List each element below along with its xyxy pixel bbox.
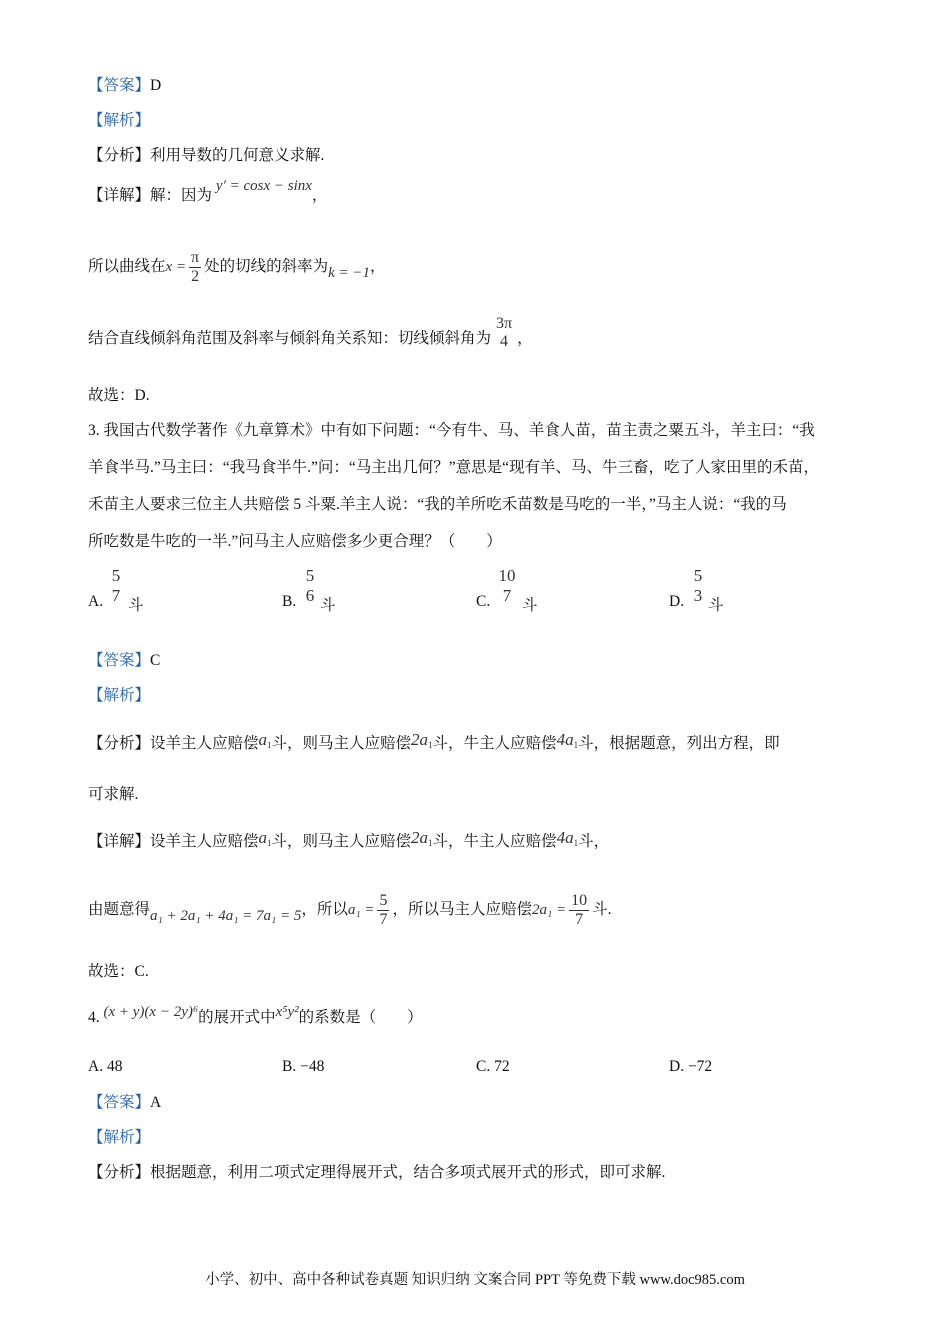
q2-slope-mid: 处的切线的斜率为 <box>204 258 329 275</box>
xiangjie-tag: 【详解】 <box>88 187 151 204</box>
q3-stem-4: 所吃数是牛吃的一半.”问马主人应赔偿多少更合理？（ ） <box>88 533 502 550</box>
2a1-term <box>411 828 433 847</box>
answer-tag: 【答案】 <box>88 1094 151 1111</box>
q3-answer-line <box>88 651 160 671</box>
equation: a₁ + 2a₁ + 4a₁ = 7a₁ = 5 <box>150 908 302 924</box>
frac-den: 3 <box>693 586 703 605</box>
q4-answer: A <box>150 1094 162 1111</box>
q3-fenxi-cont: 可求解. <box>88 786 139 803</box>
q3-equation-line <box>88 888 611 932</box>
a1-term <box>259 828 272 847</box>
eq-pre: 由题意得 <box>88 901 151 918</box>
frac-den: 2 <box>191 267 200 285</box>
q4-jiexi-line <box>88 1128 150 1148</box>
var: 4a <box>556 730 574 749</box>
fenxi-tag: 【分析】 <box>88 147 151 164</box>
q2-guxuan: 故选：D. <box>88 387 150 404</box>
q3-answer: C <box>150 652 161 669</box>
xiangjie-text: 斗，牛主人应赔偿 <box>432 833 557 850</box>
three-pi-over-4 <box>494 315 514 351</box>
slope-value: k = −1 <box>328 265 371 281</box>
subscript: 1 <box>267 740 272 750</box>
frac-den: 7 <box>379 910 388 928</box>
option-label: C. <box>476 593 491 610</box>
q4-number: 4. <box>88 1009 100 1026</box>
var: 2a <box>411 730 429 749</box>
xiangjie-text: 斗， <box>578 833 610 850</box>
subscript: 1 <box>428 740 433 750</box>
q2-jiexi-line <box>88 111 150 131</box>
frac-num: π <box>191 248 200 266</box>
q4-option-d: D. −72 <box>669 1058 713 1075</box>
fraction-5-7 <box>377 892 389 929</box>
2a1-eq: 2a₁ = <box>532 902 567 918</box>
q3-fenxi-line <box>88 730 780 758</box>
q2-xiangjie-pre: 解：因为 <box>150 187 213 204</box>
q4-fenxi-text: 根据题意，利用二项式定理得展开式，结合多项式展开式的形式，即可求解. <box>150 1164 666 1181</box>
q4-expression: (x + y)(x − 2y)⁶ <box>103 1004 199 1020</box>
frac-num: 10 <box>571 891 588 909</box>
frac-num: 5 <box>379 891 388 909</box>
pi-over-2 <box>189 249 201 286</box>
var: a <box>258 730 268 749</box>
eq-mid: ，所以 <box>301 901 348 918</box>
answer-tag: 【答案】 <box>88 652 151 669</box>
jiexi-tag: 【解析】 <box>88 1129 151 1146</box>
fenxi-text: 斗，牛主人应赔偿 <box>432 735 557 752</box>
option-fraction <box>300 566 320 606</box>
var: a <box>258 828 268 847</box>
q4-mid: 的展开式中 <box>198 1009 276 1026</box>
eq-mid2: ，所以马主人应赔偿 <box>392 901 532 918</box>
fenxi-tag: 【分析】 <box>88 735 151 752</box>
a1-eq: a₁ = <box>347 902 375 918</box>
q2-answer-line <box>88 76 161 96</box>
option-fraction <box>106 566 126 606</box>
q3-xiangjie-line <box>88 828 610 856</box>
q3-guxuan: 故选：C. <box>88 963 149 980</box>
frac-num: 5 <box>305 566 315 585</box>
q4-option-c: C. 72 <box>476 1058 510 1075</box>
comma: ， <box>517 330 533 347</box>
comma: ， <box>370 258 386 275</box>
frac-num: 3π <box>496 315 513 333</box>
frac-num: 5 <box>693 566 703 585</box>
frac-den: 7 <box>111 586 121 605</box>
frac-num: 10 <box>498 566 516 585</box>
option-label: D. <box>669 593 685 610</box>
q3-stem-2: 羊食半马.”马主曰：“我马食半牛.”问：“马主出几何？”意思是“现有羊、马、牛三畜，吃了人家田里的禾苗， <box>88 459 820 476</box>
q2-answer: D <box>150 77 162 94</box>
option-unit: 斗 <box>708 597 724 614</box>
frac-num: 5 <box>111 566 121 585</box>
2a1-term <box>411 730 433 749</box>
q4-term: x⁵y² <box>275 1004 299 1020</box>
fenxi-text: 斗，则马主人应赔偿 <box>271 735 412 752</box>
frac-den: 6 <box>305 586 315 605</box>
subscript: 1 <box>573 838 579 848</box>
q2-fenxi-text: 利用导数的几何意义求解. <box>150 147 325 164</box>
derivative-formula: y′ = cosx − sinx <box>215 178 312 194</box>
x-eq: x = <box>165 259 187 275</box>
q2-angle-line <box>88 315 533 360</box>
4a1-term <box>557 828 579 847</box>
subscript: 1 <box>267 838 272 848</box>
4a1-term <box>557 730 579 749</box>
var: 4a <box>556 828 574 847</box>
a1-term <box>259 730 272 749</box>
q4-option-b: B. −48 <box>282 1058 325 1075</box>
q2-slope-pre: 所以曲线在 <box>88 258 166 275</box>
q2-slope-line <box>88 248 386 286</box>
q2-angle-pre: 结合直线倾斜角范围及斜率与倾斜角关系知：切线倾斜角为 <box>88 330 492 347</box>
q4-stem <box>88 1004 423 1028</box>
answer-tag: 【答案】 <box>88 77 151 94</box>
q2-xiangjie-line <box>88 178 328 206</box>
q4-option-a: A. 48 <box>88 1058 123 1075</box>
xiangjie-text: 设羊主人应赔偿 <box>150 833 259 850</box>
subscript: 1 <box>428 838 433 848</box>
option-unit: 斗 <box>320 597 336 614</box>
fenxi-tag: 【分析】 <box>88 1164 151 1181</box>
q4-answer-line <box>88 1093 161 1113</box>
jiexi-tag: 【解析】 <box>88 687 151 704</box>
eq-end: 斗. <box>592 901 612 918</box>
frac-den: 7 <box>502 586 512 605</box>
subscript: 1 <box>573 740 579 750</box>
fenxi-text: 设羊主人应赔偿 <box>150 735 259 752</box>
q3-stem-3: 禾苗主人要求三位主人共赔偿 5 斗粟.羊主人说：“我的羊所吃禾苗数是马吃的一半，”马主人说：“我的马 <box>88 496 787 513</box>
option-unit: 斗 <box>128 597 144 614</box>
comma: ， <box>311 187 328 204</box>
q4-end: 的系数是（ ） <box>298 1009 423 1026</box>
xiangjie-text: 斗，则马主人应赔偿 <box>271 833 412 850</box>
xiangjie-tag: 【详解】 <box>88 833 151 850</box>
fraction-10-7 <box>569 892 589 929</box>
option-unit: 斗 <box>522 597 538 614</box>
q4-fenxi-line <box>88 1163 665 1183</box>
jiexi-tag: 【解析】 <box>88 112 151 129</box>
q3-jiexi-line <box>88 686 150 706</box>
option-fraction <box>688 566 708 606</box>
fenxi-text: 斗，根据题意，列出方程，即 <box>578 735 780 752</box>
q2-fenxi-line <box>88 146 324 166</box>
option-label: B. <box>282 593 297 610</box>
frac-den: 4 <box>500 333 509 351</box>
frac-den: 7 <box>575 910 584 928</box>
var: 2a <box>411 828 429 847</box>
option-fraction <box>494 566 520 606</box>
page-footer: 小学、初中、高中各种试卷真题 知识归纳 文案合同 PPT 等免费下载 www.doc985.com <box>205 1272 745 1288</box>
q3-stem-1: 3. 我国古代数学著作《九章算术》中有如下问题：“今有牛、马、羊食人苗，苗主责之粟五斗，羊主曰：“我 <box>88 422 815 439</box>
option-label: A. <box>88 593 104 610</box>
